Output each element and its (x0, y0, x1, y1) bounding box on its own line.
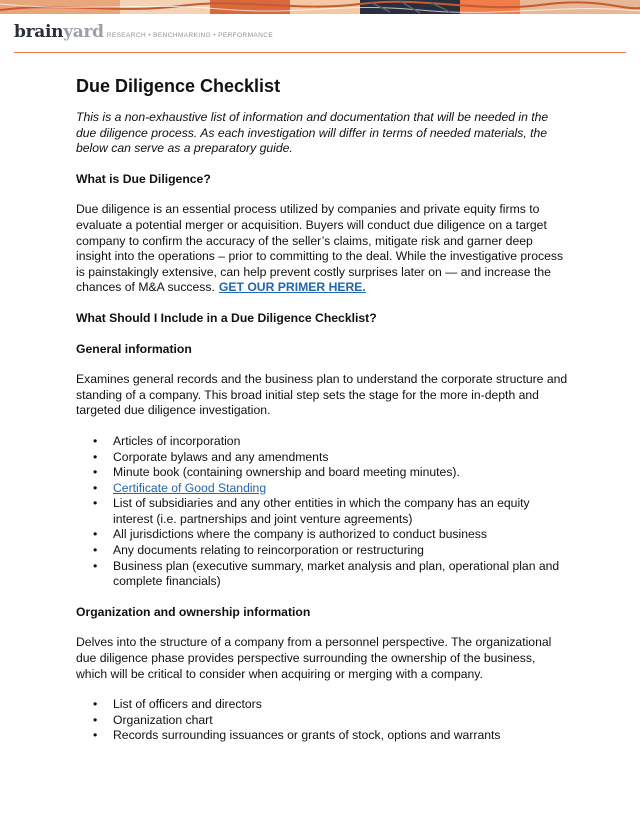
org-list (76, 697, 568, 744)
list-item: • Any documents relating to reincorporation or restructuring (113, 543, 568, 559)
document-title: Due Diligence Checklist (76, 76, 281, 96)
general-heading: General information (76, 341, 192, 356)
decorative-banner (0, 0, 640, 14)
tagline: RESEARCH • BENCHMARKING • PERFORMANCE (106, 32, 274, 39)
what-paragraph (76, 202, 568, 296)
general-paragraph: Examines general records and the business plan to understand the corporate structure and standing of a company. This broad initial step sets the stage for the more in-depth and targeted due diligence investigation. (76, 372, 568, 418)
list-item: • Records surrounding issuances or grants of stock, options and warrants (113, 728, 568, 744)
header-divider (14, 52, 626, 53)
org-paragraph: Delves into the structure of a company from a personnel perspective. The organizational due diligence phase provides perspective surrounding the ownership of the business, which will be critical to consider when acquiring or merging with a company. (76, 635, 552, 681)
list-item: • Corporate bylaws and any amendments (113, 450, 568, 466)
org-heading: Organization and ownership information (76, 604, 311, 619)
include-heading: What Should I Include in a Due Diligence Checklist? (76, 310, 377, 325)
primer-link[interactable]: GET OUR PRIMER HERE. (218, 280, 366, 295)
intro-paragraph: This is a non-exhaustive list of information and documentation that will be needed in the due diligence process. As each investigation will differ in terms of needed materials, the below can serve as a preparatory guide. (76, 110, 549, 156)
brand-header (14, 22, 273, 46)
what-body: Due diligence is an essential process utilized by companies and private equity firms to evaluate a potential merger or acquisition. Buyers will conduct due diligence on a target company to confirm the accuracy of the seller’s claims, mitigate risk and garner deep insight into the operations – prior to committing to the deal. While the investigative process is painstakingly extensive, can help prevent costly surprises later on — and increase the chances of M&A success. (76, 202, 564, 295)
document-body (76, 74, 568, 759)
list-item: • Minute book (containing ownership and board meeting minutes). (113, 465, 568, 481)
list-item: • Organization chart (113, 713, 568, 729)
list-item: • Business plan (executive summary, market analysis and plan, operational plan and complete financials) (113, 559, 568, 590)
list-item: • All jurisdictions where the company is authorized to conduct business (113, 527, 568, 543)
certificate-link[interactable]: Certificate of Good Standing (113, 480, 267, 495)
general-list (76, 434, 568, 590)
what-heading: What is Due Diligence? (76, 171, 211, 186)
list-item (113, 481, 568, 497)
list-item: • Articles of incorporation (113, 434, 568, 450)
list-item: • List of subsidiaries and any other entities in which the company has an equity interest (i.e. partnerships and joint venture agreements) (113, 496, 568, 527)
brainyard-logo: brainyard (14, 22, 104, 42)
list-item: • List of officers and directors (113, 697, 568, 713)
